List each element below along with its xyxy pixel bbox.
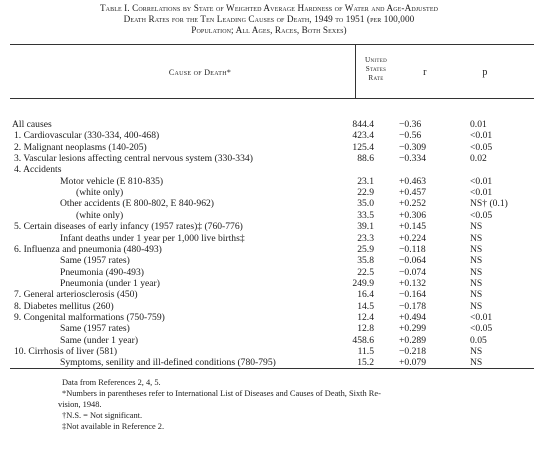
row-r-value: +0.289 (399, 334, 426, 346)
row-p-value: NS (470, 243, 483, 255)
row-cause-label: 5. Certain diseases of early infancy (1957 rates)‡ (760-776) (14, 221, 243, 233)
footnote-dagger: †N.S. = Not significant. (62, 411, 143, 420)
header-rate-line-2: States (365, 65, 387, 73)
row-cause-label: Pneumonia (490-493) (60, 266, 144, 278)
table-row (0, 153, 537, 164)
row-us-rate: 15.2 (357, 357, 374, 369)
row-r-value: −0.334 (399, 153, 426, 165)
table-row (0, 233, 537, 244)
row-r-value: +0.132 (399, 277, 426, 289)
row-us-rate: 88.6 (357, 153, 374, 165)
table-top-rule (10, 44, 534, 45)
row-us-rate: 22.5 (357, 266, 374, 278)
row-us-rate: 423.4 (352, 130, 374, 142)
row-us-rate: 39.1 (357, 221, 374, 233)
footnote-asterisk-line-2: vision, 1948. (58, 400, 102, 409)
row-us-rate: 458.6 (352, 334, 374, 346)
table-bottom-rule (10, 368, 534, 369)
row-p-value: <0.05 (470, 323, 493, 335)
row-cause-label: Same (1957 rates) (60, 323, 130, 335)
rate-column-divider (355, 44, 356, 98)
source-note: Data from References 2, 4, 5. (62, 378, 161, 387)
header-rate-line-1: United (365, 56, 387, 64)
header-r: r (423, 67, 427, 78)
row-p-value: NS (470, 255, 483, 267)
row-r-value: −0.36 (399, 119, 422, 130)
table-row (0, 289, 537, 300)
table-row (0, 346, 537, 357)
row-cause-label: 6. Influenza and pneumonia (480-493) (14, 243, 162, 255)
row-us-rate: 16.4 (357, 289, 374, 301)
row-us-rate: 35.0 (357, 198, 374, 210)
row-cause-label: Same (1957 rates) (60, 255, 130, 267)
table-row (0, 142, 537, 153)
table-row (0, 119, 537, 130)
row-p-value: NS (470, 357, 483, 369)
row-cause-label: Pneumonia (under 1 year) (60, 277, 160, 289)
row-cause-label: 10. Cirrhosis of liver (581) (14, 346, 118, 357)
row-us-rate: 23.3 (357, 232, 374, 244)
row-cause-label: 2. Malignant neoplasms (140-205) (14, 141, 147, 153)
table-row (0, 255, 537, 266)
row-us-rate: 35.8 (357, 255, 374, 267)
row-r-value: +0.457 (399, 187, 426, 199)
row-us-rate: 22.9 (357, 187, 374, 199)
table-title-line-1: Table I. Correlations by State of Weighted Average Hardness of Water and Age-Adjusted (99, 3, 439, 13)
row-p-value: NS† (0.1) (470, 198, 508, 210)
row-r-value: +0.463 (399, 175, 426, 187)
header-rate-line-3: Rate (368, 74, 384, 82)
table-row (0, 164, 537, 175)
row-us-rate: 12.8 (357, 323, 374, 335)
row-p-value: <0.01 (470, 130, 493, 142)
table-row (0, 187, 537, 198)
row-p-value: 0.02 (470, 153, 487, 165)
row-p-value: 0.05 (470, 334, 487, 346)
table-row (0, 244, 537, 255)
row-cause-label: 8. Diabetes mellitus (260) (14, 300, 114, 312)
row-us-rate: 844.4 (352, 119, 374, 130)
header-p: p (482, 67, 488, 78)
row-r-value: +0.494 (399, 311, 426, 323)
row-r-value: −0.118 (399, 243, 426, 255)
row-p-value: <0.01 (470, 187, 493, 199)
header-bottom-rule (10, 98, 534, 99)
row-r-value: +0.079 (399, 357, 426, 369)
row-r-value: +0.145 (399, 221, 426, 233)
row-r-value: +0.306 (399, 209, 426, 221)
row-cause-label: 3. Vascular lesions affecting central nervous system (330-334) (14, 153, 253, 165)
table-row (0, 130, 537, 141)
row-r-value: −0.178 (399, 300, 426, 312)
row-p-value: <0.01 (470, 175, 493, 187)
row-p-value: NS (470, 221, 483, 233)
header-cause-of-death: Cause of Death* (168, 68, 232, 77)
row-us-rate: 14.5 (357, 300, 374, 312)
row-cause-label: 9. Congenital malformations (750-759) (14, 311, 165, 323)
table-title-line-3: Population; All Ages, Races, Both Sexes) (191, 25, 347, 35)
row-us-rate: 249.9 (352, 277, 374, 289)
row-cause-label: (white only) (76, 209, 124, 221)
row-r-value: −0.074 (399, 266, 426, 278)
table-row (0, 176, 537, 187)
row-us-rate: 11.5 (357, 346, 374, 357)
row-p-value: <0.01 (470, 311, 493, 323)
table-row (0, 301, 537, 312)
row-p-value: NS (470, 300, 483, 312)
row-cause-label: All causes (12, 119, 52, 130)
table-row (0, 323, 537, 334)
row-us-rate: 23.1 (357, 175, 374, 187)
row-us-rate: 125.4 (352, 141, 374, 153)
row-cause-label: Symptoms, senility and ill-defined conditions (780-795) (60, 357, 276, 369)
row-cause-label: Other accidents (E 800-802, E 840-962) (60, 198, 214, 210)
row-p-value: NS (470, 266, 483, 278)
table-row (0, 221, 537, 232)
row-cause-label: (white only) (76, 187, 124, 199)
row-cause-label: Infant deaths under 1 year per 1,000 live births‡ (60, 232, 245, 244)
row-cause-label: Motor vehicle (E 810-835) (60, 175, 164, 187)
row-p-value: NS (470, 277, 483, 289)
row-r-value: −0.064 (399, 255, 426, 267)
table-row (0, 335, 537, 346)
row-r-value: +0.224 (399, 232, 426, 244)
table-row (0, 312, 537, 323)
row-p-value: <0.05 (470, 209, 493, 221)
row-r-value: −0.164 (399, 289, 426, 301)
row-r-value: +0.252 (399, 198, 426, 210)
row-r-value: −0.309 (399, 141, 426, 153)
row-p-value: 0.01 (470, 119, 487, 130)
row-r-value: −0.56 (399, 130, 422, 142)
table-row (0, 198, 537, 209)
row-us-rate: 12.4 (357, 311, 374, 323)
table-title (8, 3, 530, 36)
row-cause-label: 4. Accidents (14, 164, 62, 176)
row-cause-label: 1. Cardiovascular (330-334, 400-468) (14, 130, 160, 142)
row-r-value: −0.218 (399, 346, 426, 357)
row-cause-label: Same (under 1 year) (60, 334, 139, 346)
table-title-line-2: Death Rates for the Ten Leading Causes of Death, 1949 to 1951 (per 100,000 (123, 14, 415, 24)
table-row (0, 210, 537, 221)
row-p-value: NS (470, 346, 483, 357)
footnote-asterisk-line-1: *Numbers in parentheses refer to International List of Diseases and Causes of Death, Sixth Re- (62, 389, 381, 398)
table-row (0, 357, 537, 368)
row-r-value: +0.299 (399, 323, 426, 335)
row-cause-label: 7. General arteriosclerosis (450) (14, 289, 138, 301)
row-p-value: NS (470, 232, 483, 244)
row-us-rate: 33.5 (357, 209, 374, 221)
row-p-value: NS (470, 289, 483, 301)
header-united-states-rate (357, 56, 395, 83)
footnote-double-dagger: ‡Not available in Reference 2. (62, 422, 165, 431)
table-row (0, 267, 537, 278)
table-row (0, 278, 537, 289)
row-us-rate: 25.9 (357, 243, 374, 255)
row-p-value: <0.05 (470, 141, 493, 153)
